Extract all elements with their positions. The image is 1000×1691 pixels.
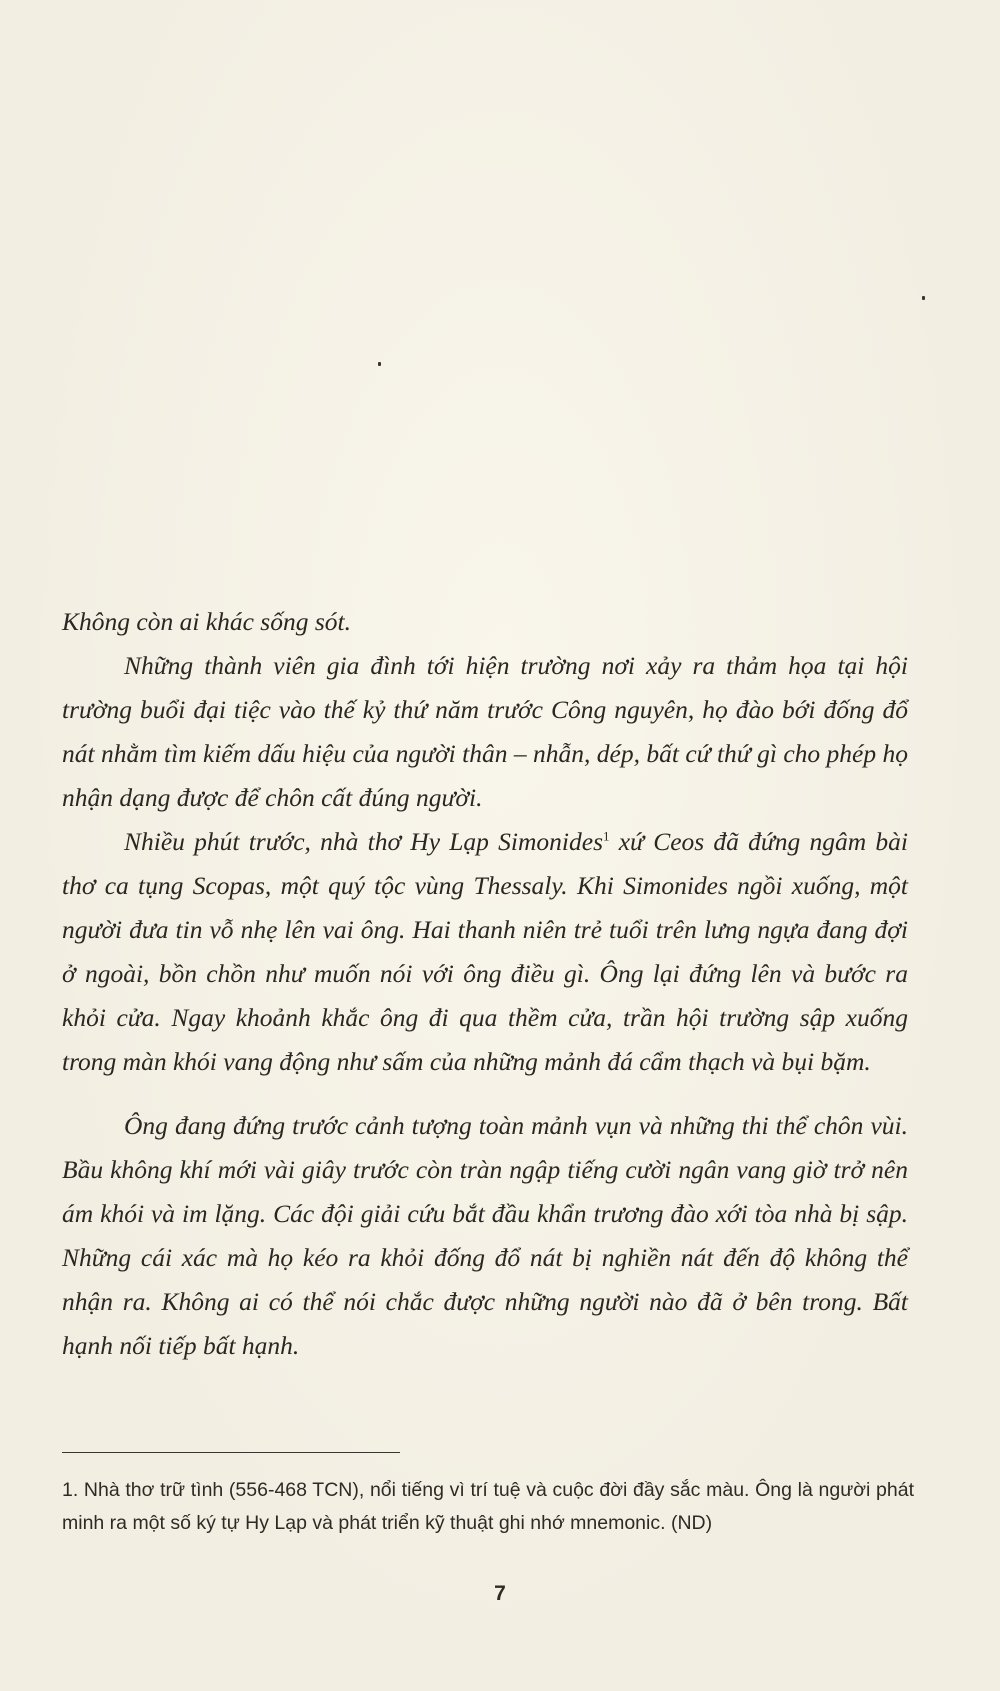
- footnote: 1. Nhà thơ trữ tình (556-468 TCN), nổi tiếng vì trí tuệ và cuộc đời đầy sắc màu. Ông là người phát minh ra một số ký tự Hy Lạp và phát triển kỹ thuật ghi nhớ mnemonic. (ND): [62, 1479, 914, 1534]
- reverse-page-bleed-through: [70, 84, 920, 216]
- footnote-separator: [62, 1452, 400, 1453]
- print-speck: [378, 362, 381, 366]
- paragraph-2: Những thành viên gia đình tới hiện trường nơi xảy ra thảm họa tại hội trường buổi đại tiệc vào thế kỷ thứ năm trước Công nguyên, họ đào bới đống đổ nát nhằm tìm kiếm dấu hiệu của người thân – nhẫn, dép, bất cứ thứ gì cho phép họ nhận dạng được để chôn cất đúng người.: [62, 651, 908, 812]
- paragraph-1: Không còn ai khác sống sót.: [62, 607, 351, 636]
- paragraph-3-rest: xứ Ceos đã đứng ngâm bài thơ ca tụng Scopas, một quý tộc vùng Thessaly. Khi Simonides ngồi xuống, một người đưa tin vỗ nhẹ lên vai ông. Hai thanh niên trẻ tuổi trên lưng ngựa đang đợi ở ngoài, bồn chồn như muốn nói với ông điều gì. Ông lại đứng lên và bước ra khỏi cửa. Ngay khoảnh khắc ông đi qua thềm cửa, trần hội trường sập xuống trong màn khói vang động như sấm của những mảnh đá cẩm thạch và bụi bặm.: [62, 827, 909, 1076]
- footnote-marker: 1: [603, 828, 610, 844]
- paragraph-3: [62, 820, 908, 1084]
- page-number: 7: [494, 1582, 506, 1605]
- paragraph-3-start: Nhiều phút trước, nhà thơ Hy Lạp Simonides: [124, 827, 603, 856]
- print-speck: [922, 296, 925, 300]
- paragraph-4: Ông đang đứng trước cảnh tượng toàn mảnh vụn và những thi thể chôn vùi. Bầu không khí mới vài giây trước còn tràn ngập tiếng cười ngân vang giờ trở nên ám khói và im lặng. Các đội giải cứu bắt đầu khẩn trương đào xới tòa nhà bị sập. Những cái xác mà họ kéo ra khỏi đống đổ nát bị nghiền nát đến độ không thể nhận ra. Không ai có thể nói chắc được những người nào đã ở bên trong. Bất hạnh nối tiếp bất hạnh.: [62, 1111, 908, 1360]
- main-text: [62, 600, 908, 1368]
